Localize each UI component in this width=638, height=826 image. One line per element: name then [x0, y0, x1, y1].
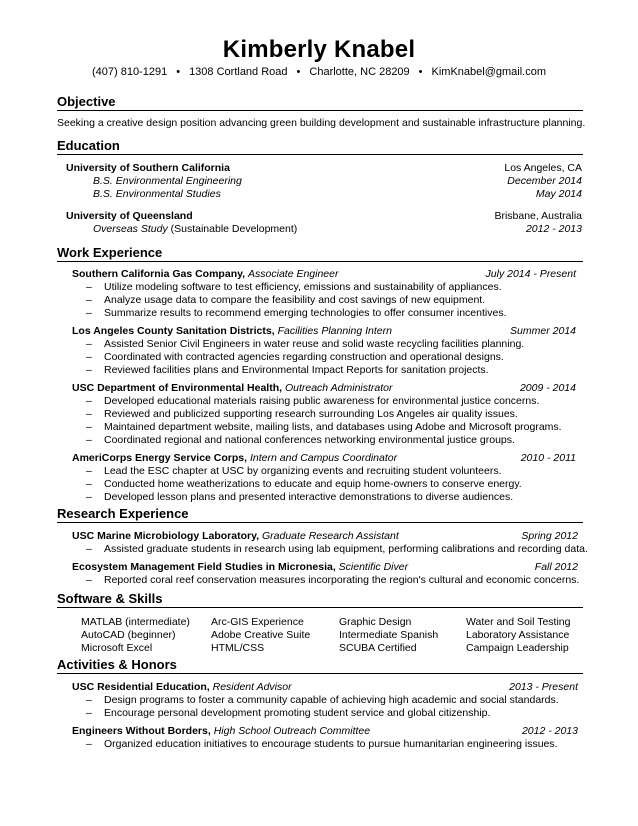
school-name: University of Southern California	[66, 162, 230, 174]
dash-marker: –	[86, 694, 92, 706]
street-address: 1308 Cortland Road	[189, 66, 288, 78]
contact-line	[0, 66, 638, 78]
job-header: Los Angeles County Sanitation Districts, Facilities Planning Intern	[72, 325, 392, 337]
skill-item: MATLAB (intermediate)	[81, 616, 190, 628]
skill-item: Arc-GIS Experience	[211, 616, 304, 628]
section-heading-skills: Software & Skills	[57, 591, 583, 608]
dash-marker: –	[86, 421, 92, 433]
phone: (407) 810-1291	[91, 66, 168, 78]
bullet-separator: •	[176, 66, 181, 78]
objective-text: Seeking a creative design position advancing green building development and sustainable infrastructure planning.	[57, 117, 586, 129]
section-heading-research: Research Experience	[57, 506, 583, 523]
section-heading-activities: Activities & Honors	[57, 657, 583, 674]
skill-item: HTML/CSS	[211, 642, 265, 654]
job-date: July 2014 - Present	[485, 268, 576, 280]
dash-marker: –	[86, 408, 92, 420]
skill-item: Microsoft Excel	[81, 642, 153, 654]
dash-marker: –	[86, 434, 92, 446]
activity-bullet: Organized education initiatives to encourage students to pursue humanitarian engineering issues.	[104, 738, 558, 750]
job-bullet: Assisted Senior Civil Engineers in water reuse and solid waste recycling facilities planning.	[104, 338, 525, 350]
job-bullet: Lead the ESC chapter at USC by organizing events and recruiting student volunteers.	[104, 465, 502, 477]
research-header: USC Marine Microbiology Laboratory, Graduate Research Assistant	[72, 530, 399, 542]
job-bullet: Maintained department website, mailing lists, and databases using Adobe and Microsoft programs.	[104, 421, 562, 433]
activity-header: Engineers Without Borders, High School Outreach Committee	[72, 725, 371, 737]
dash-marker: –	[86, 294, 92, 306]
job-bullet: Coordinated regional and national conferences networking environmental justice groups.	[104, 434, 515, 446]
activity-date: 2013 - Present	[509, 681, 578, 693]
section-heading-education: Education	[57, 138, 583, 155]
dash-marker: –	[86, 351, 92, 363]
degree-date: 2012 - 2013	[525, 223, 582, 235]
job-header: Southern California Gas Company, Associate Engineer	[72, 268, 339, 280]
job-bullet: Utilize modeling software to test efficiency, emissions and sustainability of appliances.	[104, 281, 502, 293]
dash-marker: –	[86, 307, 92, 319]
research-date: Spring 2012	[521, 530, 578, 542]
dash-marker: –	[86, 574, 92, 586]
activity-bullet: Design programs to foster a community capable of achieving high academic and social standards.	[104, 694, 559, 706]
job-bullet: Developed educational materials raising public awareness for environmental justice concerns.	[104, 395, 540, 407]
dash-marker: –	[86, 465, 92, 477]
skill-item: Adobe Creative Suite	[211, 629, 311, 641]
dash-marker: –	[86, 364, 92, 376]
job-header: USC Department of Environmental Health, Outreach Administrator	[72, 382, 393, 394]
dash-marker: –	[86, 491, 92, 503]
job-date: 2010 - 2011	[520, 452, 576, 464]
bullet-separator: •	[418, 66, 423, 78]
job-date: Summer 2014	[510, 325, 576, 337]
degree-date: May 2014	[535, 188, 582, 200]
degree-title: B.S. Environmental Studies	[93, 188, 221, 200]
school-location: Los Angeles, CA	[504, 162, 582, 174]
email: KimKnabel@gmail.com	[431, 66, 547, 78]
dash-marker: –	[86, 281, 92, 293]
dash-marker: –	[86, 707, 92, 719]
job-bullet: Conducted home weatherizations to educate and equip home-owners to conserve energy.	[104, 478, 522, 490]
section-heading-objective: Objective	[57, 94, 583, 111]
degree-title: Overseas Study (Sustainable Development)	[93, 223, 298, 235]
skill-item: Graphic Design	[339, 616, 412, 628]
dash-marker: –	[86, 543, 92, 555]
skill-item: Water and Soil Testing	[466, 616, 571, 628]
dash-marker: –	[86, 395, 92, 407]
skill-item: Laboratory Assistance	[466, 629, 570, 641]
dash-marker: –	[86, 478, 92, 490]
research-bullet: Assisted graduate students in research using lab equipment, performing calibrations and recording data.	[104, 543, 588, 555]
dash-marker: –	[86, 738, 92, 750]
skill-item: Campaign Leadership	[466, 642, 569, 654]
job-bullet: Coordinated with contracted agencies regarding construction and operational designs.	[104, 351, 504, 363]
bullet-separator: •	[296, 66, 301, 78]
research-header: Ecosystem Management Field Studies in Micronesia, Scientific Diver	[72, 561, 409, 573]
research-date: Fall 2012	[534, 561, 578, 573]
activity-header: USC Residential Education, Resident Advisor	[72, 681, 292, 693]
activity-bullet: Encourage personal development promoting student service and global citizenship.	[104, 707, 491, 719]
job-header: AmeriCorps Energy Service Corps, Intern and Campus Coordinator	[72, 452, 398, 464]
skill-item: SCUBA Certified	[339, 642, 417, 654]
skill-item: AutoCAD (beginner)	[81, 629, 176, 641]
job-bullet: Reviewed and publicized supporting research surrounding Los Angeles air quality issues.	[104, 408, 518, 420]
dash-marker: –	[86, 338, 92, 350]
section-heading-work: Work Experience	[57, 245, 583, 262]
degree-title: B.S. Environmental Engineering	[93, 175, 242, 187]
skill-item: Intermediate Spanish	[339, 629, 439, 641]
job-bullet: Summarize results to recommend emerging technologies to offer consumer incentives.	[104, 307, 507, 319]
city-address: Charlotte, NC 28209	[309, 66, 410, 78]
job-bullet: Reviewed facilities plans and Environmental Impact Reports for sanitation projects.	[104, 364, 489, 376]
degree-date: December 2014	[507, 175, 582, 187]
school-name: University of Queensland	[66, 210, 193, 222]
research-bullet: Reported coral reef conservation measures incorporating the region's cultural and economic concerns.	[104, 574, 580, 586]
activity-date: 2012 - 2013	[521, 725, 578, 737]
school-location: Brisbane, Australia	[494, 210, 582, 222]
job-bullet: Developed lesson plans and presented interactive demonstrations to diverse audiences.	[104, 491, 514, 503]
candidate-name: Kimberly Knabel	[222, 36, 416, 63]
job-bullet: Analyze usage data to compare the feasibility and cost savings of new equipment.	[104, 294, 486, 306]
job-date: 2009 - 2014	[519, 382, 576, 394]
